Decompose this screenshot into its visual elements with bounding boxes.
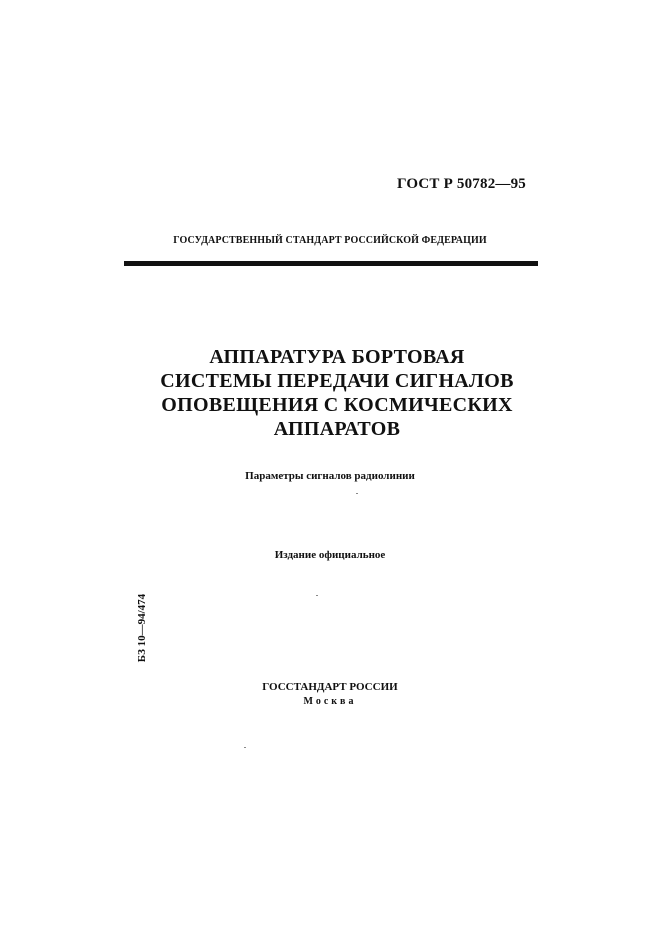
publisher-city: Москва bbox=[303, 696, 357, 707]
scan-speck bbox=[244, 747, 246, 748]
title-line-4: АППАРАТОВ bbox=[273, 418, 401, 440]
document-subtitle: Параметры сигналов радиолинии bbox=[245, 470, 415, 482]
title-line-3: ОПОВЕЩЕНИЯ С КОСМИЧЕСКИХ bbox=[161, 394, 513, 416]
title-line-2: СИСТЕМЫ ПЕРЕДАЧИ СИГНАЛОВ bbox=[160, 370, 514, 392]
standard-number: ГОСТ Р 50782—95 bbox=[396, 176, 526, 192]
horizontal-rule bbox=[124, 261, 538, 266]
side-registration-code: БЗ 10—94/474 bbox=[136, 593, 148, 663]
publisher-name: ГОССТАНДАРТ РОССИИ bbox=[262, 681, 398, 693]
title-line-1: АППАРАТУРА БОРТОВАЯ bbox=[209, 346, 465, 368]
scan-speck bbox=[316, 595, 318, 596]
scan-speck bbox=[356, 493, 358, 494]
organization-heading: ГОСУДАРСТВЕННЫЙ СТАНДАРТ РОССИЙСКОЙ ФЕДЕРАЦИИ bbox=[173, 235, 487, 246]
document-title bbox=[100, 345, 574, 441]
edition-note: Издание официальное bbox=[274, 549, 386, 561]
